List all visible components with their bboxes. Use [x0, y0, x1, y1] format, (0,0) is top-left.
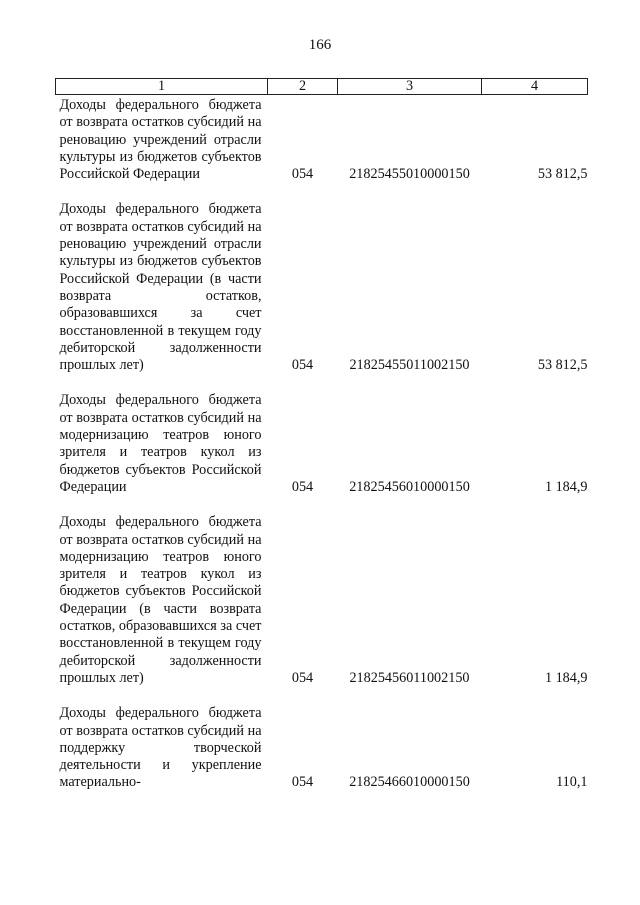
revenue-description: Доходы федерального бюджета от возврата остатков субсидий на реновацию учреждений отрасли культуры из бюджетов субъектов Российской Федерации — [59, 97, 262, 183]
revenue-table — [55, 78, 588, 810]
table-row — [56, 514, 588, 705]
column-header-3: 3 — [338, 79, 482, 95]
amount-value: 1 184,9 — [544, 478, 588, 495]
revenue-description: Доходы федерального бюджета от возврата остатков субсидий на реновацию учреждений отрасли культуры из бюджетов субъектов Российской Федерации (в части возврата остатков, образовавшихся за счет восстановленной в текущем году дебиторской задолженности прошлых лет) — [59, 201, 262, 374]
budget-classification-code: 21825466010000150 — [349, 774, 470, 791]
revenue-description: Доходы федерального бюджета от возврата остатков субсидий на модернизацию театров юного зрителя и театров кукол из бюджетов субъектов Российской Федерации (в части возврата остатков, образовавшихся за счет восстановленной в текущем году дебиторской задолженности прошлых лет) — [59, 514, 262, 686]
table-row — [56, 392, 588, 514]
amount-value: 1 184,9 — [544, 669, 588, 686]
column-header-2: 2 — [268, 79, 338, 95]
administrator-code: 054 — [291, 357, 314, 374]
table-header — [56, 79, 588, 95]
administrator-code: 054 — [291, 478, 314, 495]
table-row — [56, 95, 588, 202]
administrator-code: 054 — [291, 166, 314, 183]
revenue-description: Доходы федерального бюджета от возврата остатков субсидий на модернизацию театров юного зрителя и театров кукол из бюджетов субъектов Российской Федерации — [59, 392, 262, 495]
page-number: 166 — [308, 37, 332, 53]
budget-classification-code: 21825455010000150 — [349, 166, 470, 183]
budget-classification-code: 21825456011002150 — [349, 669, 470, 686]
column-header-1: 1 — [56, 79, 268, 95]
amount-value: 53 812,5 — [537, 166, 588, 183]
revenue-description: Доходы федерального бюджета от возврата остатков субсидий на поддержку творческой деятельности и укрепление материально- — [59, 705, 262, 791]
table-row — [56, 201, 588, 392]
amount-value: 110,1 — [556, 774, 588, 791]
amount-value: 53 812,5 — [537, 357, 588, 374]
budget-classification-code: 21825456010000150 — [349, 478, 470, 495]
column-header-4: 4 — [482, 79, 588, 95]
budget-classification-code: 21825455011002150 — [349, 357, 470, 374]
administrator-code: 054 — [291, 669, 314, 686]
table-row — [56, 705, 588, 809]
administrator-code: 054 — [291, 774, 314, 791]
